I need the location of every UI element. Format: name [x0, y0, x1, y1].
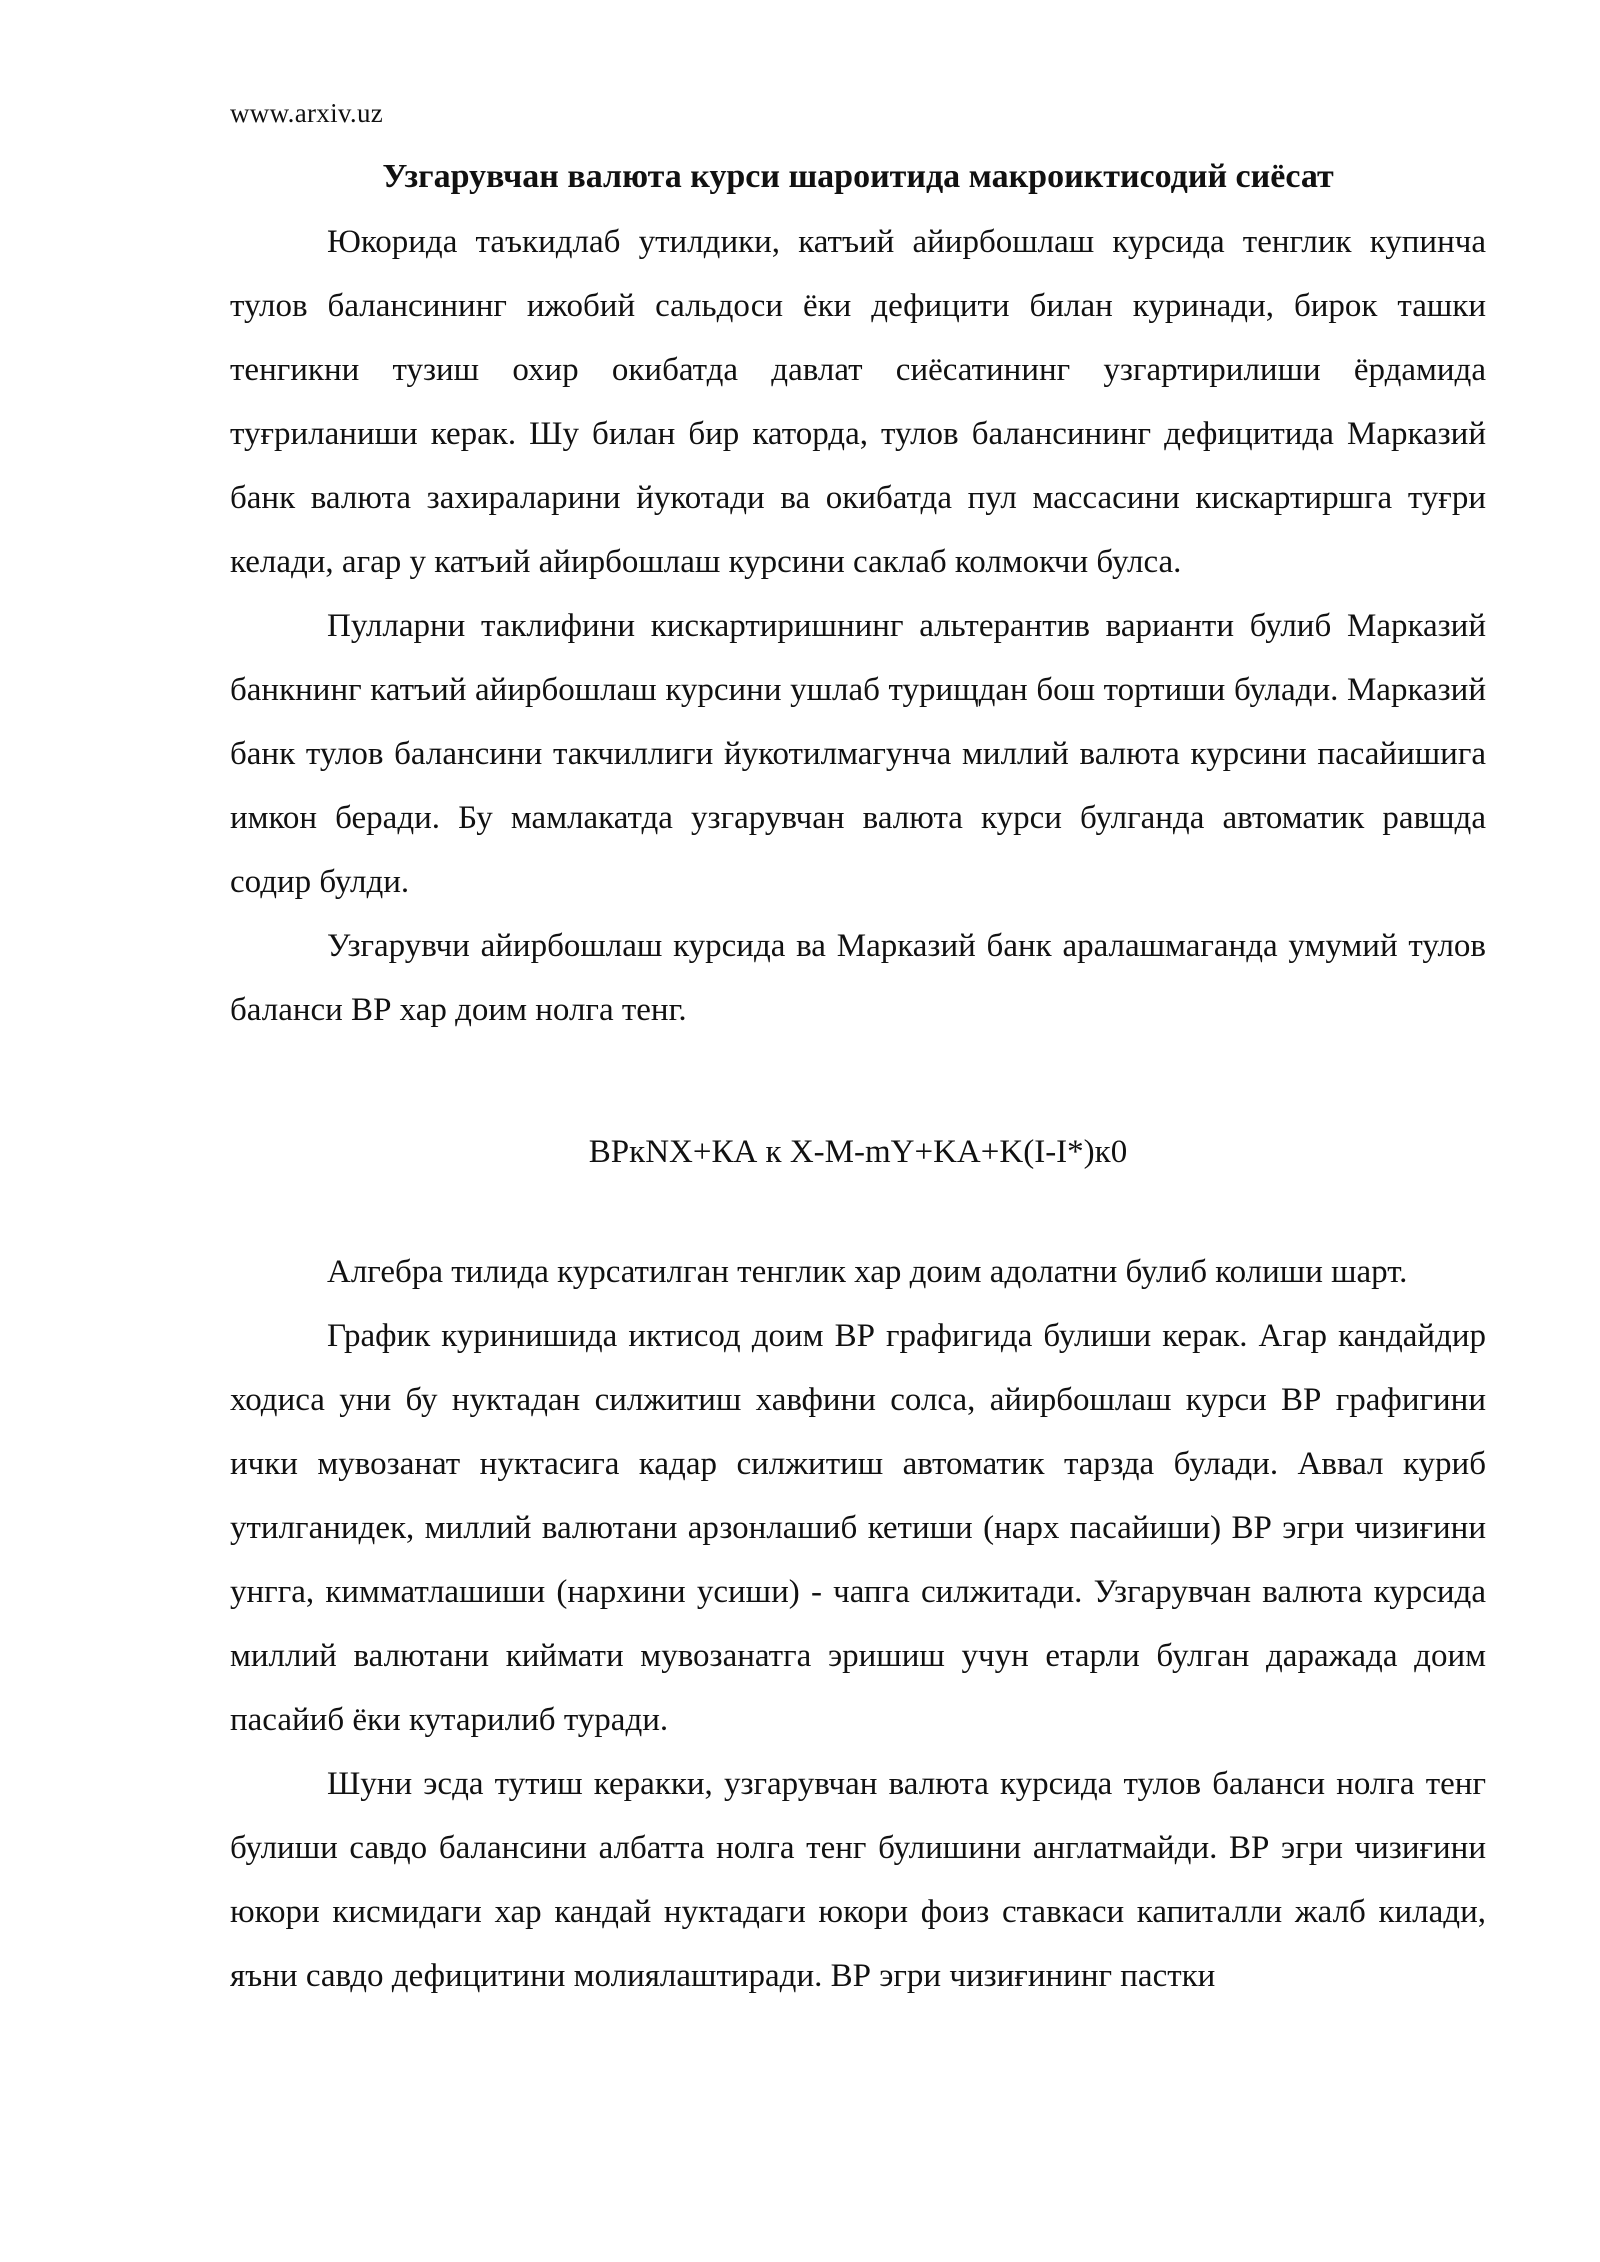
paragraph-trade-balance-note: Шуни эсда тутиш керакки, узгарувчан валюта курсида тулов баланси нолга тенг булиши савдо балансини албатта нолга тенг булишини англатмайди. ВР эгри чизиғини юкори кисмидаги хар кандай нуктадаги юкори фоиз ставкаси капиталли жалб килади, яъни савдо дефицитини молиялаштиради. ВР эгри чизиғининг пастки — [230, 1766, 1486, 1994]
paragraph-graphical-view: График куринишида иктисод доим ВР графигида булиши керак. Агар кандайдир ходиса уни бу нуктадан силжитиш хавфини солса, айирбошлаш курси ВР графигини ички мувозанат нуктасига кадар силжитиш автоматик тарзда булади. Аввал куриб утилганидек, миллий валютани арзонлашиб кетиши (нарх пасайиши) ВР эгри чизиғини унгга, кимматлашиши (нархини усиши) - чапга силжитади. Узгарувчан валюта курсида миллий валютани киймати мувозанатга эришиш учун етарли булган даражада доим пасайиб ёки кутарилиб туради. — [230, 1318, 1486, 1738]
paragraph-fixed-exchange-rate: Юкорида таъкидлаб утилдики, катъий айирбошлаш курсида тенглик купинча тулов балансининг ижобий сальдоси ёки дефицити билан куринади, бирок ташки тенгикни тузиш охир окибатда давлат сиёсатининг узгартирилиши ёрдамида туғриланиши керак. Шу билан бир каторда, тулов балансининг дефицитида Марказий банк валюта захираларини йукотади ва окибатда пул массасини кискартиршга туғри келади, агар у катъий айирбошлаш курсини саклаб колмокчи булса. — [230, 224, 1486, 580]
document-title: Узгарувчан валюта курси шароитида макроиктисодий сиёсат — [382, 158, 1334, 195]
paragraph-money-supply-alternative: Пулларни таклифини кискартиришнинг альтерантив варианти булиб Марказий банкнинг катъий айирбошлаш курсини ушлаб турищдан бош тортиши булади. Марказий банк тулов балансини такчиллиги йукотилмагунча миллий валюта курсини пасайишига имкон беради. Бу мамлакатда узгарувчан валюта курси булганда автоматик равшда содир булди. — [230, 608, 1486, 900]
balance-of-payments-formula: ВРкNX+КА к X-M-mY+KA+K(I-I*)к0 — [588, 1134, 1128, 1170]
site-url-header: www.arxiv.uz — [230, 98, 384, 128]
paragraph-algebraic-equality: Алгебра тилида курсатилган тенглик хар доим адолатни булиб колиши шарт. — [327, 1254, 1408, 1290]
paragraph-floating-rate-balance: Узгарувчи айирбошлаш курсида ва Марказий банк аралашмаганда умумий тулов баланси ВР хар доим нолга тенг. — [230, 928, 1486, 1028]
